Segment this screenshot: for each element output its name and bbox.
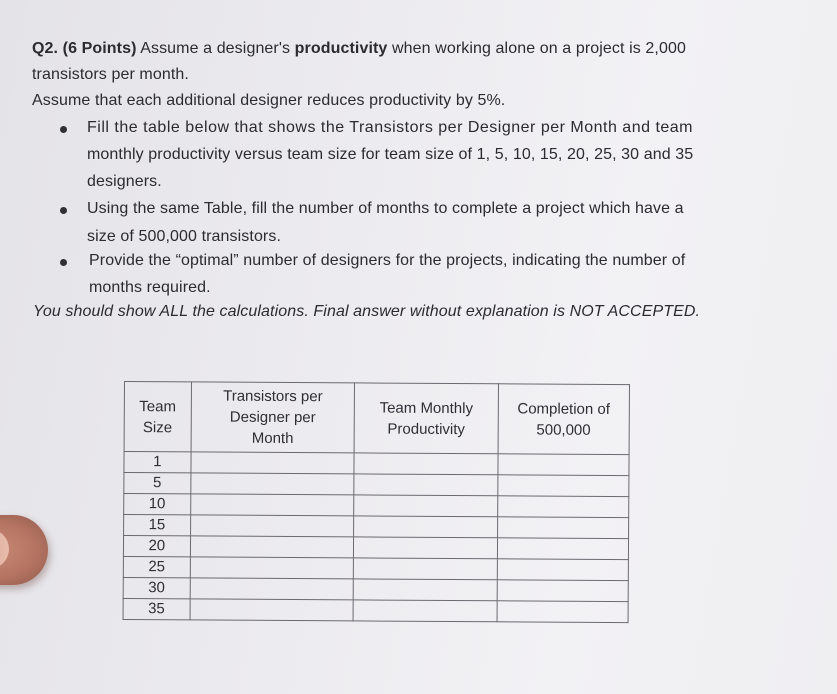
team-size-cell: 10 xyxy=(124,494,191,515)
productivity-cell[interactable] xyxy=(354,516,498,538)
question-number: Q2. ( xyxy=(32,40,69,57)
transistors-cell[interactable] xyxy=(190,473,354,495)
answer-table xyxy=(123,381,630,623)
productivity-cell[interactable] xyxy=(354,558,498,580)
table-row xyxy=(123,598,628,622)
productivity-cell[interactable] xyxy=(354,474,498,496)
header-team-monthly-productivity: Team Monthly Productivity xyxy=(354,383,498,454)
completion-cell[interactable] xyxy=(497,580,628,602)
productivity-cell[interactable] xyxy=(353,579,497,601)
transistors-cell[interactable] xyxy=(191,452,355,474)
bullet-dot-2 xyxy=(60,207,67,214)
intro-bold-word: productivity xyxy=(294,40,388,57)
transistors-cell[interactable] xyxy=(190,494,354,516)
transistors-cell[interactable] xyxy=(190,536,354,558)
completion-cell[interactable] xyxy=(497,517,628,539)
completion-cell[interactable] xyxy=(497,601,628,623)
assumption-text: Assume that each additional designer reduces productivity by 5%. xyxy=(32,92,506,109)
bullet-1-line-1: Fill the table below that shows the Transistors per Designer per Month and team xyxy=(87,119,694,136)
completion-cell[interactable] xyxy=(498,454,629,476)
completion-cell[interactable] xyxy=(497,475,628,497)
productivity-cell[interactable] xyxy=(354,453,498,475)
team-size-cell: 35 xyxy=(123,598,190,619)
intro-text-a: Assume a designer's xyxy=(140,40,291,57)
bullet-2-line-2: size of 500,000 transistors. xyxy=(87,228,282,245)
thumbnail-nail xyxy=(0,529,9,569)
thumb-in-photo xyxy=(0,515,48,585)
team-size-cell: 25 xyxy=(123,556,190,577)
intro-line-2: transistors per month. xyxy=(32,66,189,83)
team-size-cell: 5 xyxy=(124,473,191,494)
bullet-3-line-2: months required. xyxy=(89,279,211,296)
completion-cell[interactable] xyxy=(497,496,628,518)
team-size-cell: 1 xyxy=(124,452,191,473)
header-team-size: Team Size xyxy=(124,382,191,452)
bullet-1-line-3: designers. xyxy=(87,173,162,190)
team-size-cell: 20 xyxy=(123,536,190,557)
team-size-cell: 15 xyxy=(124,515,191,536)
table-header-row xyxy=(124,382,629,455)
bullet-3-line-1: Provide the “optimal” number of designers for the projects, indicating the number of xyxy=(89,252,686,269)
transistors-cell[interactable] xyxy=(190,599,354,621)
intro-text-b: when working alone on a project is 2,000 xyxy=(391,40,686,57)
transistors-cell[interactable] xyxy=(190,557,354,579)
question-heading xyxy=(32,40,686,58)
bullet-dot-1 xyxy=(60,126,67,133)
question-points: 6 Points) xyxy=(68,40,137,57)
completion-cell[interactable] xyxy=(497,538,628,560)
bullet-dot-3 xyxy=(60,259,67,266)
productivity-cell[interactable] xyxy=(354,495,498,517)
productivity-cell[interactable] xyxy=(353,600,497,622)
header-completion: Completion of 500,000 xyxy=(498,384,630,455)
team-size-cell: 30 xyxy=(123,577,190,598)
bullet-1-line-2: monthly productivity versus team size for team size of 1, 5, 10, 15, 20, 25, 30 and 35 xyxy=(87,146,694,163)
calculation-note: You should show ALL the calculations. Final answer without explanation is NOT ACCEPTED. xyxy=(33,303,701,320)
transistors-cell[interactable] xyxy=(190,578,354,600)
completion-cell[interactable] xyxy=(497,559,628,581)
bullet-2-line-1: Using the same Table, fill the number of months to complete a project which have a xyxy=(87,200,684,217)
header-transistors-per-designer: Transistors per Designer per Month xyxy=(191,382,355,453)
transistors-cell[interactable] xyxy=(190,515,354,537)
productivity-cell[interactable] xyxy=(354,537,498,559)
